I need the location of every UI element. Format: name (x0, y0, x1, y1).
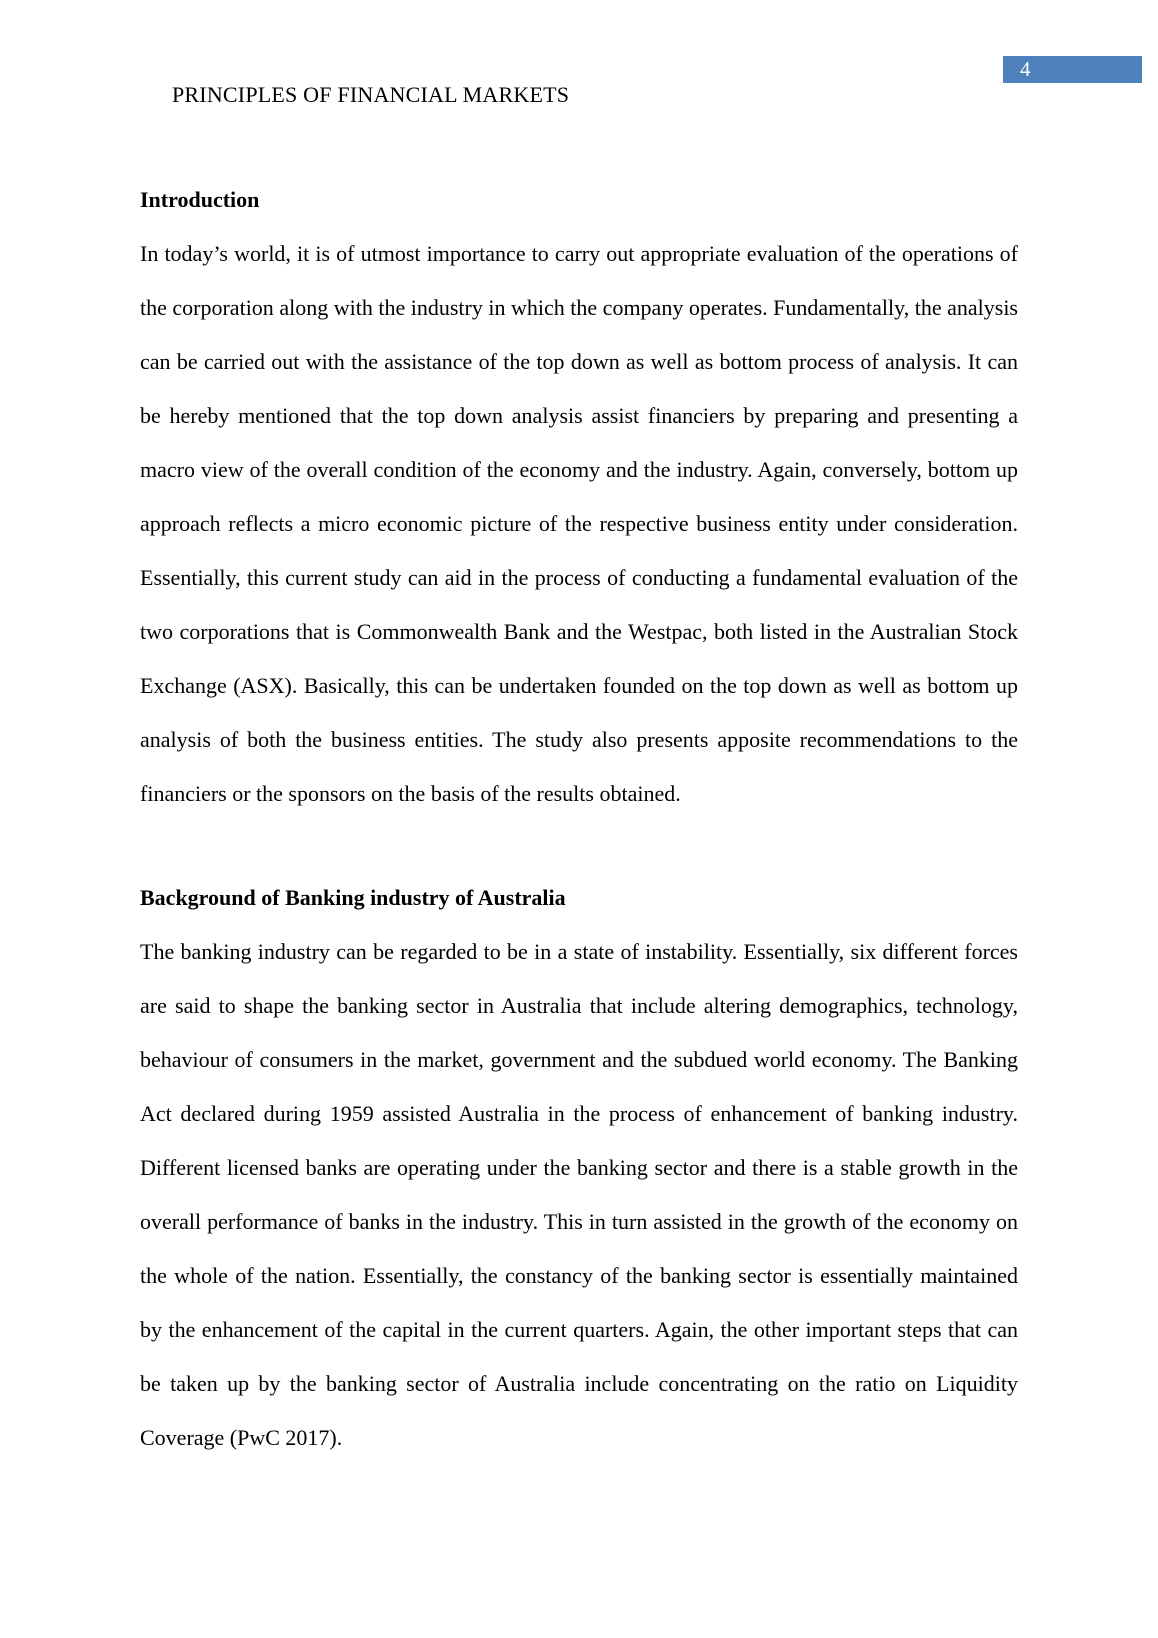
section-heading-background: Background of Banking industry of Australia (140, 885, 566, 910)
section-body-background: The banking industry can be regarded to be in a state of instability. Essentially, six different forces are said to shape the banking sector in Australia that include altering demographics, technology, behaviour of consumers in the market, government and the subdued world economy. The Banking Act declared during 1959 assisted Australia in the process of enhancement of banking industry. Different licensed banks are operating under the banking sector and there is a stable growth in the overall performance of banks in the industry. This in turn assisted in the growth of the economy on the whole of the nation. Essentially, the constancy of the banking sector is essentially maintained by the enhancement of the capital in the current quarters. Again, the other important steps that can be taken up by the banking sector of Australia include concentrating on the ratio on Liquidity Coverage (PwC 2017). (140, 939, 1018, 1450)
section-heading-introduction: Introduction (140, 187, 260, 212)
page-number: 4 (1003, 56, 1142, 83)
document-body (140, 185, 1018, 1465)
running-head: PRINCIPLES OF FINANCIAL MARKETS (172, 82, 570, 107)
section-body-introduction: In today’s world, it is of utmost importance to carry out appropriate evaluation of the operations of the corporation along with the industry in which the company operates. Fundamentally, the analysis can be carried out with the assistance of the top down as well as bottom process of analysis. It can be hereby mentioned that the top down analysis assist financiers by preparing and presenting a macro view of the overall condition of the economy and the industry. Again, conversely, bottom up approach reflects a micro economic picture of the respective business entity under consideration. Essentially, this current study can aid in the process of conducting a fundamental evaluation of the two corporations that is Commonwealth Bank and the Westpac, both listed in the Australian Stock Exchange (ASX). Basically, this can be undertaken founded on the top down as well as bottom up analysis of both the business entities. The study also presents apposite recommendations to the financiers or the sponsors on the basis of the results obtained. (140, 241, 1018, 806)
